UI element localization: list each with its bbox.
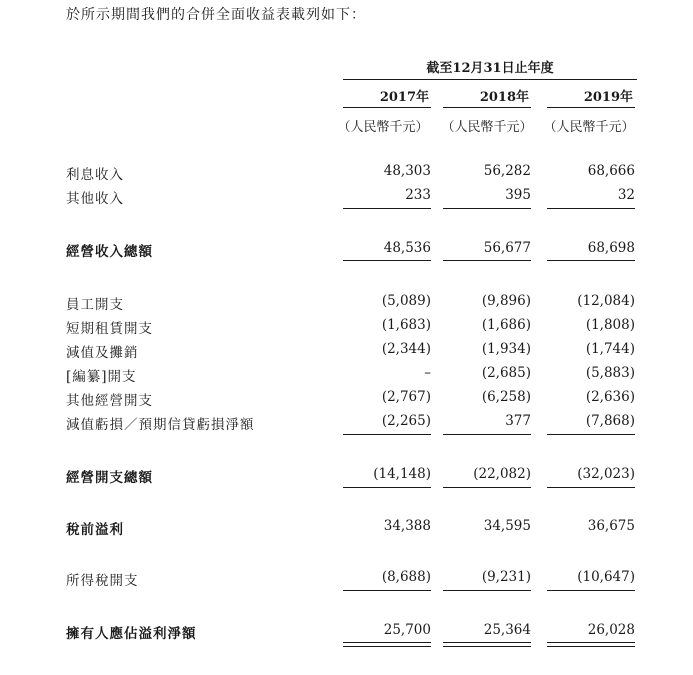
value-cell: (2,685) [481, 365, 531, 381]
value-cell: (1,934) [481, 341, 531, 357]
label-short-term-lease: 短期租賃開支 [66, 321, 153, 337]
subtotal-rule [547, 487, 635, 488]
year-rule-2019 [547, 107, 635, 108]
value-cell: 68,698 [587, 240, 635, 256]
subtotal-rule [343, 487, 431, 488]
value-cell: 68,666 [587, 163, 635, 179]
value-cell: (1,744) [585, 341, 635, 357]
year-2018: 2018年 [479, 90, 529, 105]
year-2017: 2017年 [379, 90, 429, 105]
subtotal-rule [443, 434, 531, 435]
total-double-rule [443, 642, 531, 647]
value-cell: (8,688) [381, 569, 431, 585]
value-cell: (1,683) [381, 317, 431, 333]
label-total-operating-expenses: 經營開支總額 [66, 470, 153, 486]
subtotal-rule [547, 590, 635, 591]
subtotal-rule [547, 260, 635, 261]
value-cell: (2,767) [381, 389, 431, 405]
unit-2017: （人民幣千元） [337, 120, 429, 135]
value-cell: 56,282 [483, 163, 531, 179]
label-depreciation: 減值及攤銷 [66, 345, 139, 361]
value-cell: (2,265) [381, 413, 431, 429]
subtotal-rule [343, 434, 431, 435]
value-cell: (7,868) [585, 413, 635, 429]
subtotal-rule [443, 208, 531, 209]
label-staff-costs: 員工開支 [66, 297, 124, 313]
value-cell: (12,084) [577, 293, 635, 309]
label-other-income: 其他收入 [66, 191, 124, 207]
value-cell: (9,896) [481, 293, 531, 309]
total-double-rule [547, 642, 635, 647]
value-cell: 32 [617, 187, 635, 203]
value-cell: (2,636) [585, 389, 635, 405]
value-cell: (32,023) [577, 466, 635, 482]
year-rule-2018 [443, 107, 531, 108]
value-cell: (2,344) [381, 341, 431, 357]
value-cell: 26,028 [587, 622, 635, 638]
unit-2019: （人民幣千元） [543, 120, 635, 135]
value-cell: (22,082) [473, 466, 531, 482]
subtotal-rule [443, 260, 531, 261]
label-redacted-expenses: [編纂]開支 [66, 369, 137, 385]
period-header: 截至12月31日止年度 [426, 61, 554, 76]
value-cell: 233 [405, 187, 431, 203]
year-rule-2017 [343, 107, 431, 108]
value-cell: (1,686) [481, 317, 531, 333]
total-double-rule [343, 642, 431, 647]
intro-text: 於所示期間我們的合併全面收益表載列如下： [66, 7, 366, 23]
value-cell: 56,677 [483, 240, 531, 256]
value-cell: (1,808) [585, 317, 635, 333]
value-cell: (5,089) [381, 293, 431, 309]
value-cell: 34,388 [383, 518, 431, 534]
value-cell: (6,258) [481, 389, 531, 405]
subtotal-rule [443, 487, 531, 488]
label-interest-income: 利息收入 [66, 167, 124, 183]
subtotal-rule [343, 208, 431, 209]
label-other-operating: 其他經營開支 [66, 393, 153, 409]
value-cell: 36,675 [587, 518, 635, 534]
value-cell: 48,536 [383, 240, 431, 256]
value-cell: 377 [505, 413, 531, 429]
label-impairment: 減值虧損／預期信貸虧損淨額 [66, 417, 255, 433]
subtotal-rule [343, 590, 431, 591]
value-cell: (5,883) [585, 365, 635, 381]
subtotal-rule [443, 590, 531, 591]
subtotal-rule [547, 434, 635, 435]
label-income-tax: 所得稅開支 [66, 573, 139, 589]
value-cell: (14,148) [373, 466, 431, 482]
value-cell: 25,364 [483, 622, 531, 638]
unit-2018: （人民幣千元） [441, 120, 533, 135]
header-rule [343, 79, 637, 80]
year-2019: 2019年 [583, 90, 633, 105]
value-cell: 34,595 [483, 518, 531, 534]
label-net-profit-owners: 擁有人應佔溢利淨額 [66, 626, 197, 642]
label-total-operating-income: 經營收入總額 [66, 244, 153, 260]
subtotal-rule [343, 260, 431, 261]
value-cell: (9,231) [481, 569, 531, 585]
value-cell: 48,303 [383, 163, 431, 179]
value-cell: (10,647) [577, 569, 635, 585]
value-cell: 395 [505, 187, 531, 203]
subtotal-rule [547, 208, 635, 209]
label-profit-before-tax: 稅前溢利 [66, 522, 124, 538]
value-cell: – [424, 365, 431, 381]
value-cell: 25,700 [383, 622, 431, 638]
